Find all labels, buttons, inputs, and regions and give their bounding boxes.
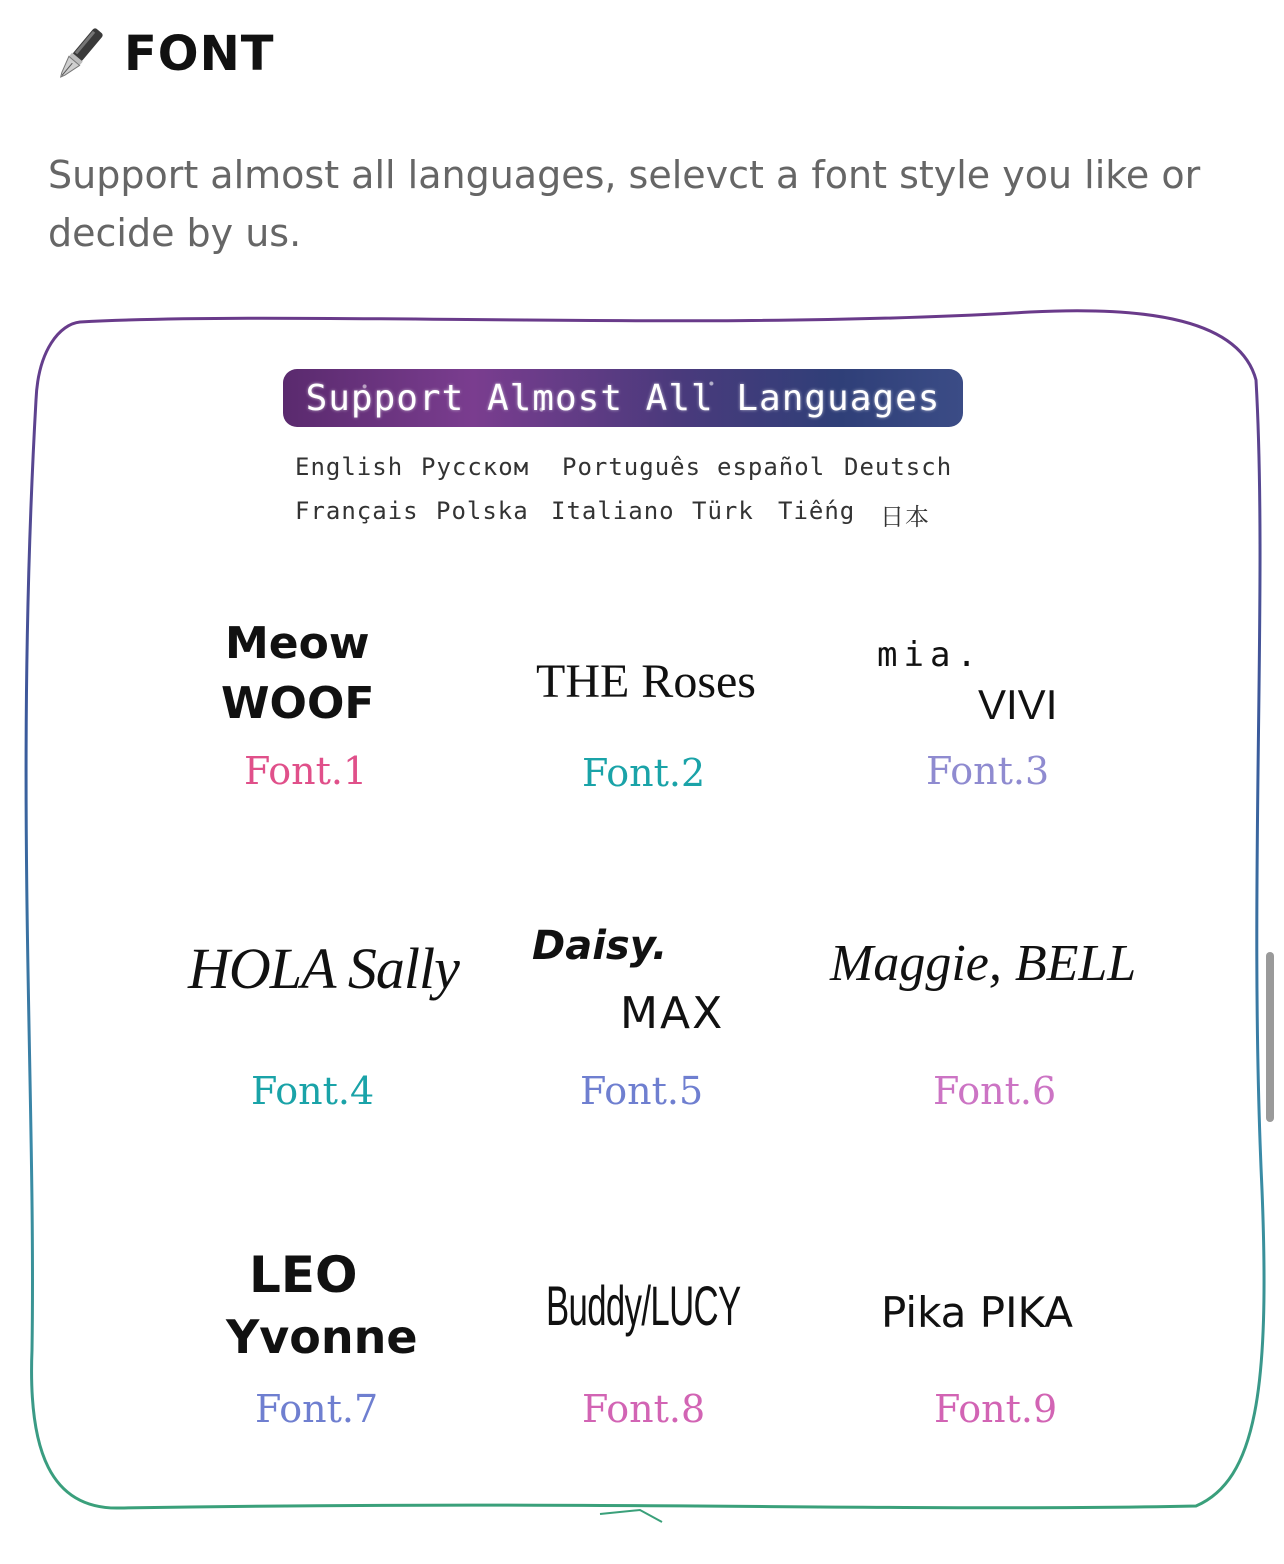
font-1-label: Font.1 (244, 749, 368, 793)
font-5-sample-line1: Daisy. (532, 923, 668, 969)
fountain-pen-icon (48, 22, 112, 86)
font-3-sample-line1: mia. (877, 635, 983, 675)
font-7-sample-line2: Yvonne (226, 1310, 418, 1364)
font-7-label: Font.7 (255, 1387, 379, 1431)
font-8-sample: Buddy/LUCY (546, 1274, 741, 1337)
languages-banner (283, 369, 963, 427)
font-4-label: Font.4 (251, 1069, 375, 1113)
section-description: Support almost all languages, selevct a font style you like or decide by us. (48, 153, 1201, 255)
font-3-label: Font.3 (926, 749, 1050, 793)
language-list-row-1 (295, 453, 952, 493)
font-sample-card (0, 290, 1284, 1564)
font-4-sample: HOLA Sally (188, 936, 459, 1001)
font-9-sample: Pika PIKA (881, 1288, 1073, 1337)
language-item: Polska (436, 497, 529, 525)
language-item: Français (295, 497, 419, 525)
language-item: Türk (692, 497, 754, 525)
font-5-label: Font.5 (580, 1069, 704, 1113)
font-6-sample: Maggie, BELL (830, 935, 1137, 992)
banner-text: Support Almost All Languages (305, 377, 941, 419)
font-6-label: Font.6 (933, 1069, 1057, 1113)
language-item: 日本 (880, 503, 930, 531)
font-3-sample-line2: VIVI (978, 681, 1058, 728)
language-item: Italiano (551, 497, 675, 525)
language-item: Русском (421, 453, 530, 481)
font-1-sample-line1: Meow (225, 618, 370, 669)
language-item: Deutsch (844, 453, 953, 481)
language-item: English (295, 453, 404, 481)
font-5-sample-line2: MAX (620, 988, 725, 1039)
language-list-row-2 (295, 497, 930, 537)
page-scrollbar[interactable] (1266, 952, 1274, 1122)
language-item: español (717, 453, 826, 481)
font-2-label: Font.2 (582, 751, 706, 795)
font-2-sample: THE Roses (536, 655, 756, 708)
language-item: Português (562, 453, 702, 481)
section-header (48, 22, 275, 86)
font-8-label: Font.8 (582, 1387, 706, 1431)
language-item: Tiếng (778, 497, 856, 525)
font-1-sample-line2: WOOF (221, 678, 375, 729)
section-title: FONT (124, 26, 275, 82)
font-7-sample-line1: LEO (249, 1246, 358, 1304)
font-9-label: Font.9 (934, 1387, 1058, 1431)
